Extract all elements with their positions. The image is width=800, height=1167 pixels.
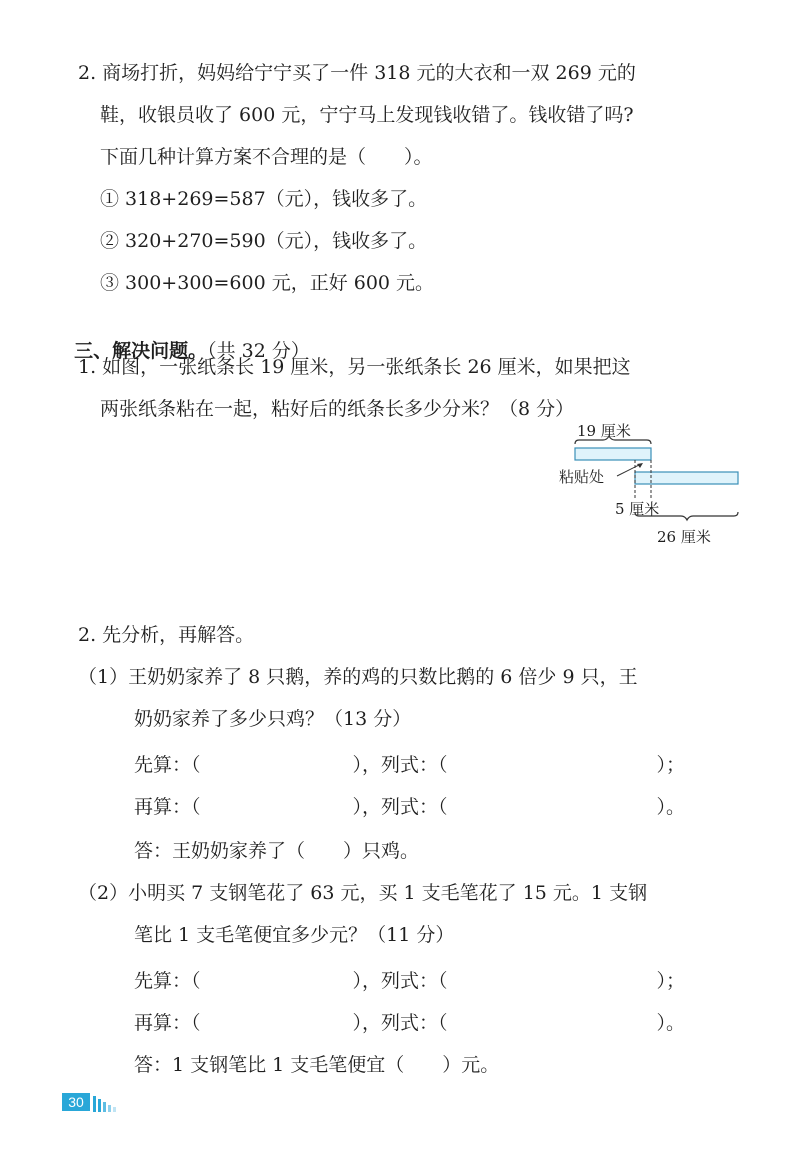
label-19cm: 19 厘米 (577, 422, 631, 440)
brace-bottom (635, 512, 738, 520)
label-glue-point: 粘贴处 (559, 468, 605, 486)
second-step-blank[interactable]: 再算：（ ），列式：（ ）。 (134, 796, 686, 818)
answer-blank[interactable]: 答：1 支钢笔比 1 支毛笔便宜（ ）元。 (134, 1054, 500, 1076)
paper-strip-diagram (555, 420, 755, 550)
section-title-text: 三、解决问题。 (74, 340, 208, 362)
page-decoration-icon (93, 1094, 123, 1112)
strip-drawing (555, 420, 755, 550)
option-3: ③ 300+300=600 元，正好 600 元。 (100, 272, 435, 294)
option-1: ① 318+269=587（元），钱收多了。 (100, 188, 428, 210)
second-step-blank[interactable]: 再算：（ ），列式：（ ）。 (134, 1012, 686, 1034)
sub-question-1: 奶奶家养了多少只鸡？（13 分） (134, 708, 412, 730)
strip-1 (575, 448, 651, 460)
sub-question-1: （1）王奶奶家养了 8 只鹅，养的鸡的只数比鹅的 6 倍少 9 只，王 (78, 666, 638, 688)
label-5cm: 5 厘米 (615, 500, 660, 518)
question-text: 下面几种计算方案不合理的是（ ）。 (100, 146, 433, 168)
label-26cm: 26 厘米 (657, 528, 711, 546)
sub-question-2: 笔比 1 支毛笔便宜多少元？（11 分） (134, 924, 455, 946)
section-score: （共 32 分） (207, 340, 310, 362)
question-text: 鞋，收银员收了 600 元，宁宁马上发现钱收错了。钱收错了吗? (100, 104, 634, 126)
question-title: 2. 先分析，再解答。 (78, 624, 255, 646)
brace-top (575, 436, 651, 444)
sub-question-2: （2）小明买 7 支钢笔花了 63 元，买 1 支毛笔花了 15 元。1 支钢 (78, 882, 648, 904)
option-2: ② 320+270=590（元），钱收多了。 (100, 230, 428, 252)
answer-blank[interactable]: 答：王奶奶家养了（ ）只鸡。 (134, 840, 420, 862)
first-step-blank[interactable]: 先算：（ ），列式：（ ）； (134, 970, 686, 992)
page-number: 30 (62, 1093, 90, 1111)
question-text: 2. 商场打折，妈妈给宁宁买了一件 318 元的大衣和一双 269 元的 (78, 62, 636, 84)
question-text: 1. 如图，一张纸条长 19 厘米，另一张纸条长 26 厘米，如果把这 (78, 356, 631, 378)
first-step-blank[interactable]: 先算：（ ），列式：（ ）； (134, 754, 686, 776)
question-text: 两张纸条粘在一起，粘好后的纸条长多少分米？（8 分） (100, 398, 575, 420)
strip-2 (635, 472, 738, 484)
